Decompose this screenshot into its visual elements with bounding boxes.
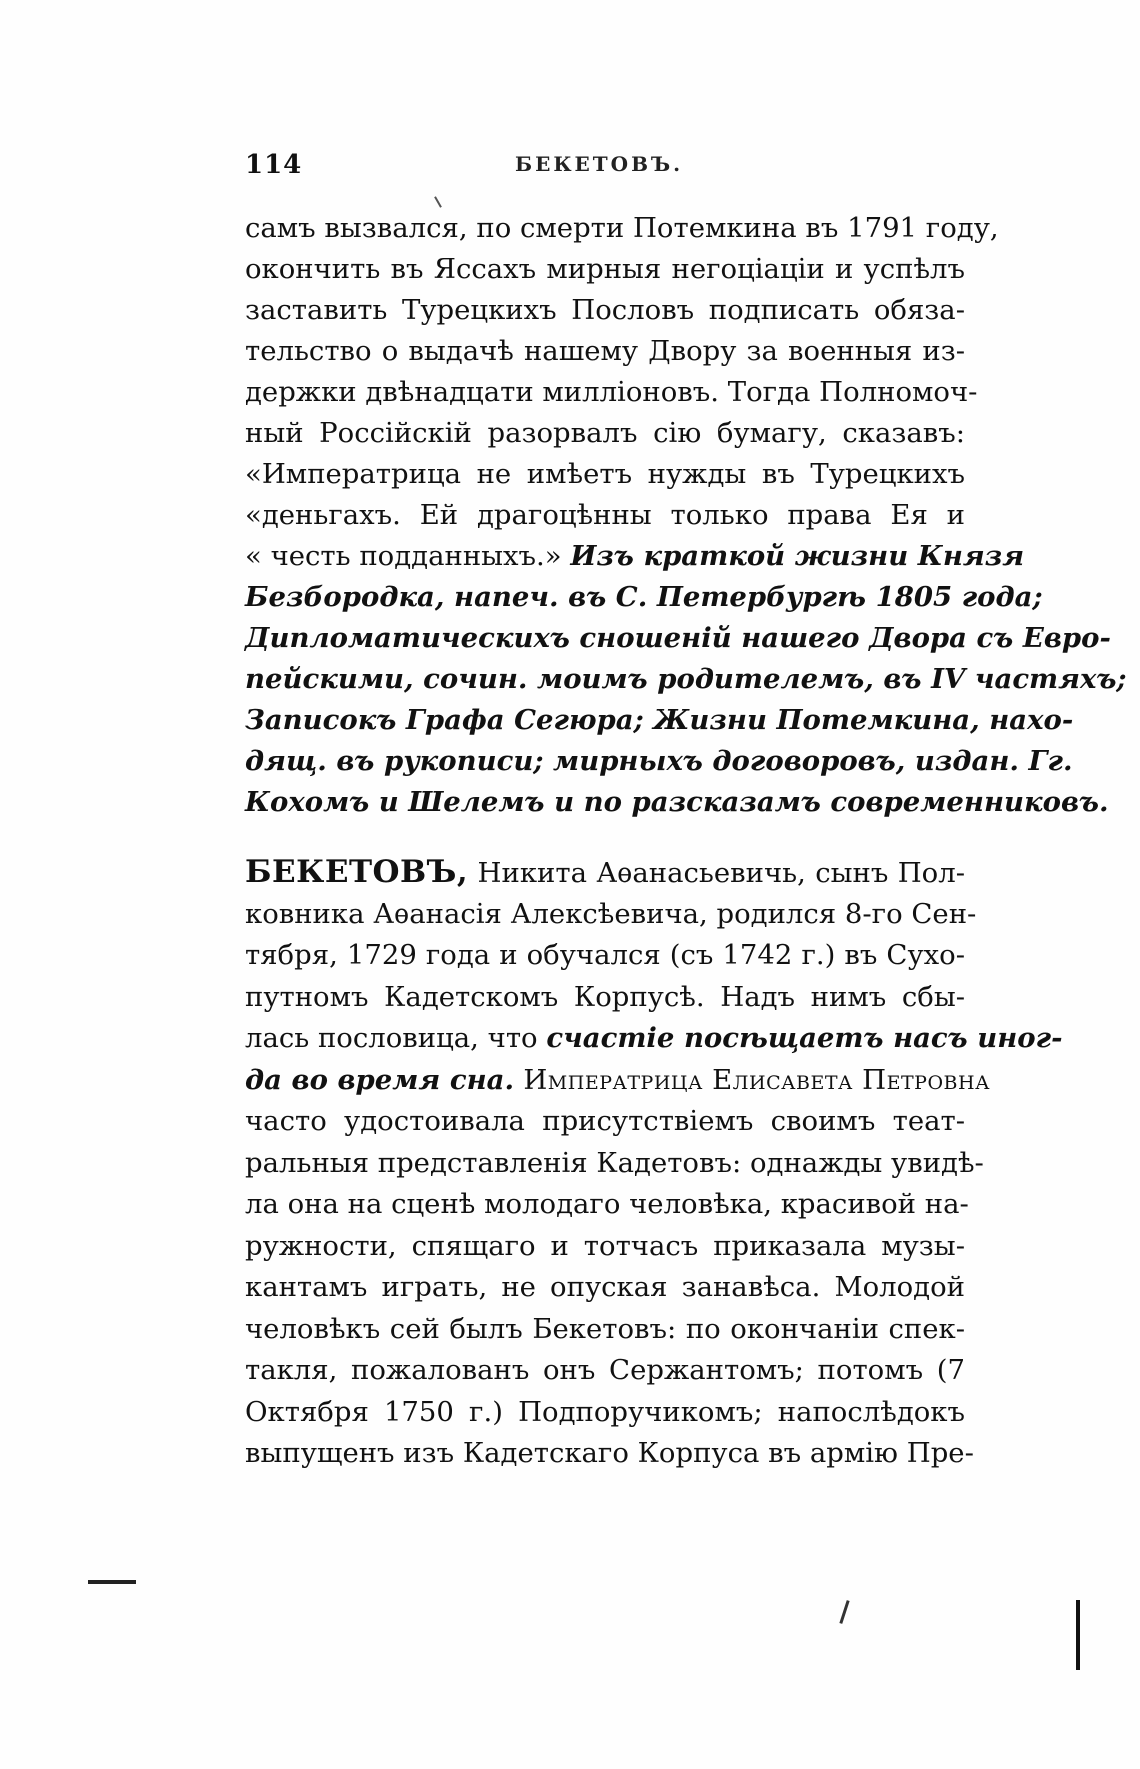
citation-line: дящ. въ рукописи; мирныхъ договоровъ, издан. Гг. [245, 745, 1073, 777]
text-line: Октября 1750 г.) Подпоручикомъ; напослѣдокъ [245, 1395, 965, 1428]
text-line: человѣкъ сей былъ Бекетовъ: по окончаніи спек- [245, 1312, 965, 1345]
text-line: ный Россійскій разорвалъ сію бумагу, сказавъ: [245, 417, 965, 449]
source-citation-start: Изъ краткой жизни Князя [570, 540, 1025, 572]
text-line: такля, пожалованъ онъ Сержантомъ; потомъ (7 [245, 1354, 965, 1386]
page-header [245, 150, 965, 190]
text-line: часто удостоивала присутствіемъ своимъ теат- [245, 1105, 965, 1137]
text-line: «Императрица не имѣетъ нужды въ Турецкихъ [245, 458, 965, 490]
entry-first-line-text: Никита Аѳанасьевичь, сынъ Пол- [468, 857, 965, 889]
text-line [245, 536, 1025, 577]
entry-heading: БЕКЕТОВЪ, [245, 854, 469, 890]
citation-line: Кохомъ и Шелемъ и по разсказамъ современниковъ. [245, 786, 1109, 818]
scan-slash-mark [839, 1600, 849, 1624]
text-line: ральныя представленія Кадетовъ: однажды увидѣ- [245, 1146, 984, 1179]
citation-line: Записокъ Графа Сегюра; Жизни Потемкина, нахо- [245, 704, 1074, 736]
running-title: БЕКЕТОВЪ. [515, 152, 684, 176]
text-line: окончить въ Яссахъ мирныя негоціаціи и успѣлъ [245, 253, 965, 285]
text-line: держки двѣнадцати милліоновъ. Тогда Полномоч- [245, 376, 978, 408]
text-line: выпущенъ изъ Кадетскаго Корпуса въ армію Пре- [245, 1437, 974, 1469]
text-line: ла она на сценѣ молодаго человѣка, красивой на- [245, 1188, 969, 1220]
text-line: заставить Турецкихъ Пословъ подписать обяза- [245, 294, 965, 326]
quote-end: « честь подданныхъ.» [245, 540, 571, 572]
proverb-italic: счастіе посѣщаетъ насъ иног- [546, 1022, 1063, 1054]
text-line: ковника Аѳанасія Алексѣевича, родился 8-го Сен- [245, 897, 977, 930]
entry-first-line [245, 852, 965, 894]
citation-line: пейскими, сочин. моимъ родителемъ, въ IV частяхъ; [245, 663, 1127, 695]
citation-line: Дипломатическихъ сношеній нашего Двора съ Евро- [245, 622, 1111, 654]
text-line: тября, 1729 года и обучался (съ 1742 г.) въ Сухо- [245, 939, 965, 971]
continuation-paragraph [245, 208, 1127, 823]
text-line [245, 1060, 990, 1102]
scan-edge-bar [1076, 1600, 1080, 1670]
proverb-italic-end: да во время сна. [245, 1063, 515, 1096]
page-number: 114 [245, 150, 303, 180]
text-line: ружности, спящаго и тотчасъ приказала музы- [245, 1229, 965, 1262]
citation-line: Безбородка, напеч. въ С. Петербургѣ 1805 года; [245, 581, 1043, 613]
text-segment: лась пословица, что [245, 1022, 547, 1054]
text-line: кантамъ играть, не опуская занавѣса. Молодой [245, 1271, 965, 1303]
biography-entry [245, 852, 1063, 1475]
ink-speck [434, 196, 442, 207]
empress-name: Императрица Елисавета Петровна [514, 1063, 990, 1096]
text-line: путномъ Кадетскомъ Корпусѣ. Надъ нимъ сбы- [245, 980, 965, 1013]
text-line [245, 1018, 1063, 1060]
scan-dash-mark [88, 1580, 136, 1584]
text-line: «деньгахъ. Ей драгоцѣнны только права Ея и [245, 499, 965, 531]
text-line: самъ вызвался, по смерти Потемкина въ 1791 году, [245, 212, 999, 244]
text-line: тельство о выдачѣ нашему Двору за военныя из- [245, 335, 965, 367]
